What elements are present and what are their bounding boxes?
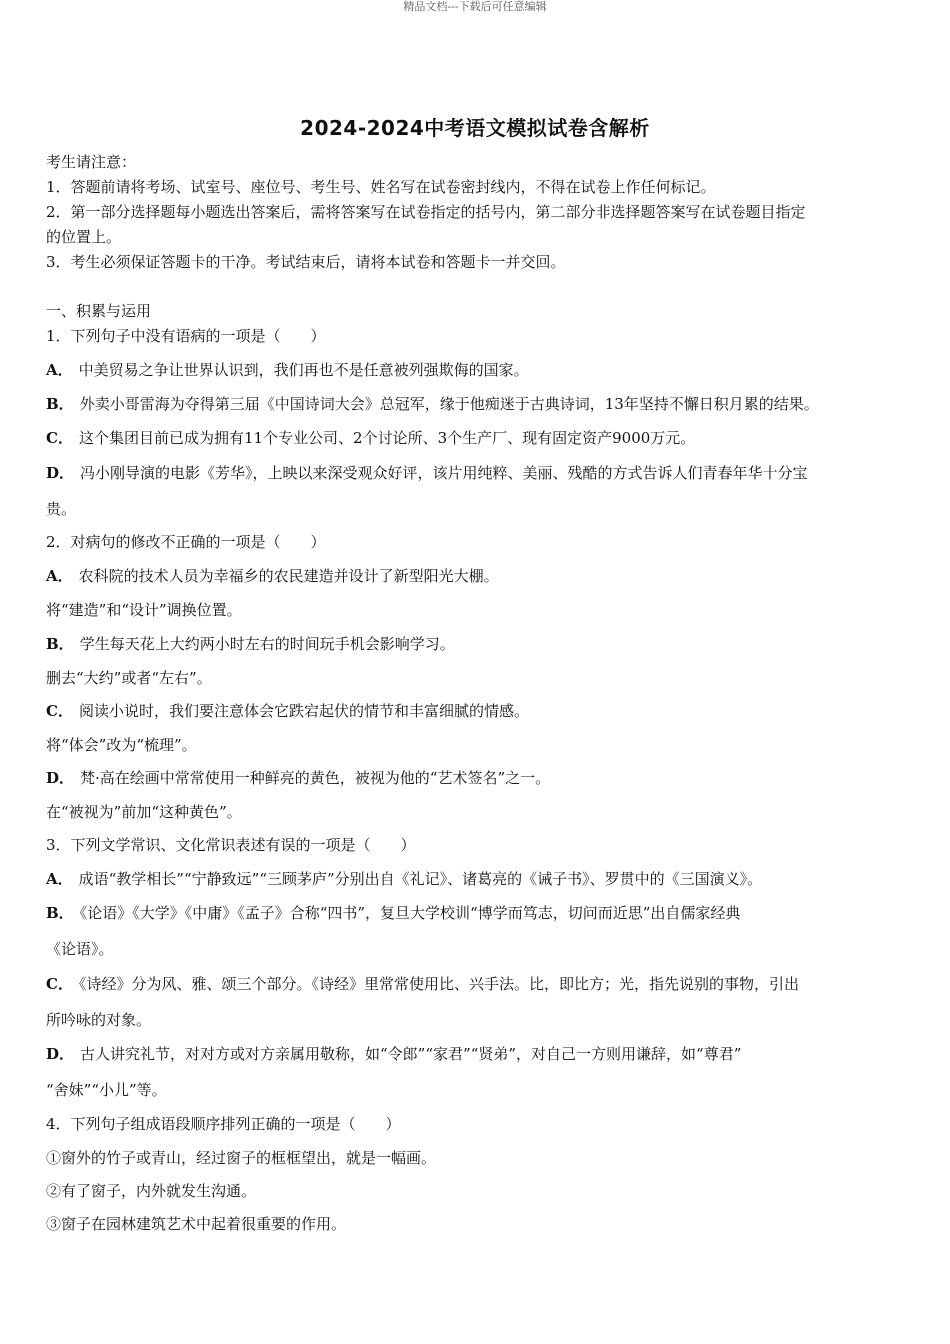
q3-option-a-label: A．: [46, 870, 73, 888]
q2-option-a: [46, 566, 906, 586]
notice-item-1: 1．答题前请将考场、试室号、座位号、考生号、姓名写在试卷密封线内，不得在试卷上作任何标记。: [46, 178, 716, 196]
q2-option-c-text: 阅读小说时，我们要注意体会它跌宕起伏的情节和丰富细腻的情感。: [78, 702, 529, 720]
q3-option-c-label: C．: [46, 975, 73, 993]
q2-option-a-text: 农科院的技术人员为幸福乡的农民建造并设计了新型阳光大棚。: [78, 567, 499, 585]
q3-option-a-text: 成语“教学相长”“宁静致远”“三顾茅庐”分别出自《礼记》、诸葛亮的《诫子书》、罗贯中的《三国演义》。: [78, 870, 763, 888]
q1-stem: 1．下列句子中没有语病的一项是（ ）: [46, 327, 326, 345]
q2-option-c: [46, 701, 906, 721]
header-note: 精品文档---下载后可任意编辑: [403, 0, 547, 13]
q2-option-b-label: B．: [46, 635, 74, 653]
q3-option-d-label: D．: [46, 1045, 75, 1063]
page-title: 2024-2024中考语文模拟试卷含解析: [300, 116, 650, 140]
q3-option-b-label: B．: [46, 904, 74, 922]
notice-item-2: 2．第一部分选择题每小题选出答案后，需将答案写在试卷指定的括号内，第二部分非选择题答案写在试卷题目指定: [46, 203, 806, 221]
q4-sentence-2: ②有了窗子，内外就发生沟通。: [46, 1182, 257, 1200]
q3-option-c-text: 《诗经》分为风、雅、颂三个部分。《诗经》里常常使用比、兴手法。比，即比方；光，指先说别的事物，引出: [78, 975, 799, 993]
q2-option-d-label: D．: [46, 769, 75, 787]
q1-option-d-text: 冯小刚导演的电影《芳华》，上映以来深受观众好评，该片用纯粹、美丽、残酷的方式告诉人们青春年华十分宝: [80, 464, 808, 482]
q2-option-b: [46, 634, 906, 654]
q2-option-a-label: A．: [46, 567, 73, 585]
q1-option-a-text: 中美贸易之争让世界认识到，我们再也不是任意被列强欺侮的国家。: [78, 361, 529, 379]
q1-option-d: [46, 463, 906, 483]
q3-stem: 3．下列文学常识、文化常识表述有误的一项是（ ）: [46, 836, 416, 854]
q3-option-b: [46, 903, 906, 923]
q1-option-c-text: 这个集团目前已成为拥有11个专业公司、2个讨论所、3个生产厂、现有固定资产9000万元。: [78, 429, 696, 447]
q3-option-d-cont: “舍妹”“小儿”等。: [46, 1081, 167, 1099]
q1-option-d-cont: 贵。: [46, 500, 77, 518]
section-heading: 一、积累与运用: [46, 302, 152, 320]
q2-option-d-text: 梵·高在绘画中常常使用一种鲜亮的黄色，被视为他的“艺术签名”之一。: [80, 769, 551, 787]
q2-option-c-fix: 将“体会”改为“梳理”。: [46, 736, 197, 754]
q1-option-a: [46, 360, 906, 380]
q3-option-c: [46, 974, 906, 994]
q4-sentence-1: ①窗外的竹子或青山，经过窗子的框框望出，就是一幅画。: [46, 1149, 437, 1167]
q1-option-c-label: C．: [46, 429, 73, 447]
notice-heading: 考生请注意：: [46, 153, 137, 171]
q3-option-c-cont: 所吟咏的对象。: [46, 1011, 152, 1029]
q3-option-d: [46, 1044, 906, 1064]
q2-option-d-fix: 在“被视为”前加“这种黄色”。: [46, 803, 242, 821]
q2-option-a-fix: 将“建造”和“设计”调换位置。: [46, 601, 242, 619]
q2-stem: 2．对病句的修改不正确的一项是（ ）: [46, 533, 326, 551]
q3-option-d-text: 古人讲究礼节，对对方或对方亲属用敬称，如“令郎”“家君”“贤弟”，对自己一方则用谦辞，如“尊君”: [80, 1045, 742, 1063]
q2-option-c-label: C．: [46, 702, 73, 720]
notice-item-3: 3．考生必须保证答题卡的干净。考试结束后，请将本试卷和答题卡一并交回。: [46, 253, 566, 271]
q4-sentence-3: ③窗子在园林建筑艺术中起着很重要的作用。: [46, 1215, 347, 1233]
q3-option-b-cont: 《论语》。: [46, 940, 114, 958]
q1-option-b-text: 外卖小哥雷海为夺得第三届《中国诗词大会》总冠军，缘于他痴迷于古典诗词，13年坚持不懈日积月累的结果。: [79, 395, 819, 413]
q1-option-b: [46, 394, 906, 414]
q2-option-b-text: 学生每天花上大约两小时左右的时间玩手机会影响学习。: [79, 635, 455, 653]
q1-option-a-label: A．: [46, 361, 73, 379]
q3-option-b-text: 《论语》《大学》《中庸》《孟子》合称“四书”，复旦大学校训“博学而笃志，切问而近思”出自儒家经典: [79, 904, 741, 922]
q1-option-d-label: D．: [46, 464, 75, 482]
q1-option-c: [46, 428, 906, 448]
q2-option-d: [46, 768, 906, 788]
q3-option-a: [46, 869, 906, 889]
q2-option-b-fix: 删去“大约”或者“左右”。: [46, 669, 212, 687]
q4-stem: 4．下列句子组成语段顺序排列正确的一项是（ ）: [46, 1115, 401, 1133]
q1-option-b-label: B．: [46, 395, 74, 413]
notice-item-2-cont: 的位置上。: [46, 228, 122, 246]
